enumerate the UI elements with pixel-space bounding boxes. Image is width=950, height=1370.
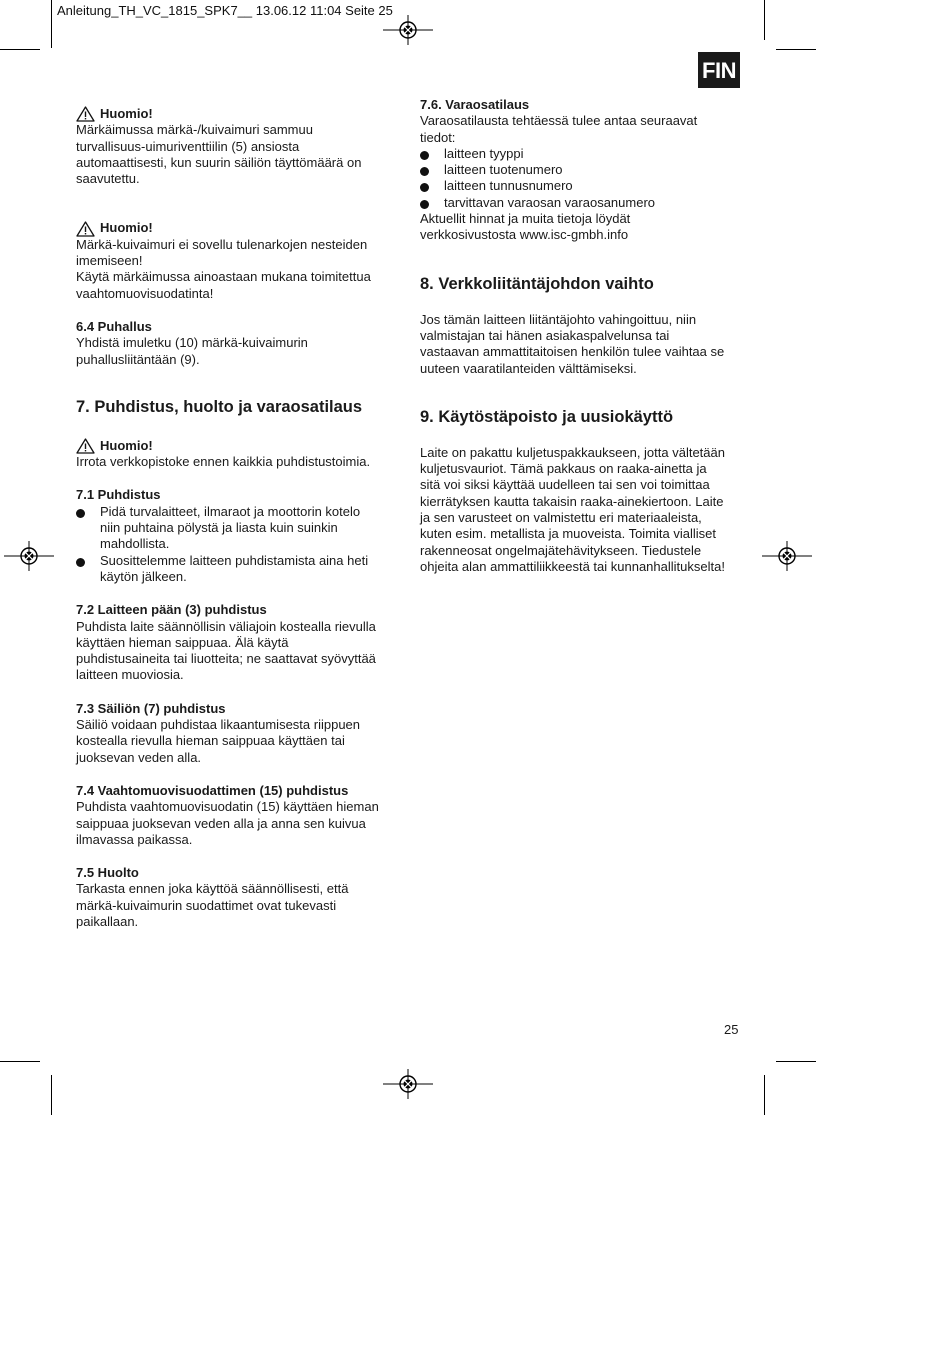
text-line: paikallaan.	[76, 913, 139, 929]
crop-mark	[0, 1061, 40, 1062]
warning-title: Huomio!	[100, 106, 153, 121]
text-line: Käytä märkäimussa ainoastaan mukana toimitettua	[76, 269, 371, 285]
bullet-dot-icon	[76, 509, 85, 518]
chapter-9-body	[420, 445, 750, 575]
text-line: Puhdista laite säännöllisin väliajoin kostealla rievulla	[76, 618, 376, 634]
text-line: saavutettu.	[76, 171, 140, 187]
text-line: kuljetusvauriot. Tämä pakkaus on raaka-ainetta ja	[420, 461, 707, 477]
section-title: 7.4 Vaahtomuovisuodattimen (15) puhdistus	[76, 782, 349, 798]
text-line: märkä-kuivaimurin suodattimet ovat tukevasti	[76, 897, 337, 913]
warning-triangle-icon	[76, 438, 95, 454]
text-line: sitä voi siksi käyttää uudelleen tai sen voi toimittaa	[420, 477, 710, 493]
list-item-text: laitteen tunnusnumero	[444, 178, 573, 194]
crop-mark	[51, 1075, 52, 1115]
text-line: mahdollista.	[100, 536, 170, 552]
warning-heading	[76, 220, 406, 236]
list-item	[420, 162, 750, 178]
text-line: puhallusliitäntään (9).	[76, 351, 200, 367]
text-line: tiedot:	[420, 129, 456, 145]
warning-block	[76, 220, 406, 301]
section-title: 7.3 Säiliön (7) puhdistus	[76, 700, 226, 716]
text-line: ilmavassa paikassa.	[76, 831, 193, 847]
text-line: käyttäen hieman saippuaa. Älä käytä	[76, 634, 289, 650]
bullet-dot-icon	[420, 183, 429, 192]
registration-mark-icon	[383, 1069, 433, 1099]
warning-block	[76, 438, 406, 471]
text-line: Varaosatilausta tehtäessä tulee antaa seuraavat	[420, 113, 698, 129]
registration-mark-icon	[383, 15, 433, 45]
registration-mark-icon	[762, 541, 812, 571]
text-line: kierrätyksen kautta takaisin raaka-ainekiertoon. Laite	[420, 493, 724, 509]
print-header: Anleitung_TH_VC_1815_SPK7__ 13.06.12 11:04 Seite 25	[57, 3, 393, 18]
text-line: valmistajan tai hänen asiakaspalvelunsa tai	[420, 327, 670, 343]
text-line: uuteen vaaratilanteiden välttämiseksi.	[420, 360, 637, 376]
text-line: vaahtomuovisuodatinta!	[76, 285, 214, 301]
text-line: Säiliö voidaan puhdistaa likaantumisesta riippuen	[76, 717, 361, 733]
section-title: 7.6. Varaosatilaus	[420, 97, 530, 112]
bullet-dot-icon	[420, 167, 429, 176]
crop-mark	[764, 1075, 765, 1115]
crop-mark	[51, 0, 52, 48]
section-title: 6.4 Puhallus	[76, 318, 152, 334]
language-badge: FIN	[698, 52, 740, 88]
text-line: ohjeita alan ammattiliikkeestä tai kunnanhallitukselta!	[420, 558, 725, 574]
bullet-list	[420, 146, 750, 211]
text-line: imemiseen!	[76, 253, 143, 269]
bullet-dot-icon	[420, 151, 429, 160]
bullet-dot-icon	[76, 558, 85, 567]
section-7-6	[420, 97, 750, 244]
page-number: 25	[724, 1022, 739, 1037]
chapter-8-body	[420, 312, 750, 377]
text-line: kostealla rievulla hieman saippuaa käyttäen tai	[76, 733, 345, 749]
warning-block	[76, 106, 406, 187]
list-item-text: laitteen tuotenumero	[444, 162, 563, 178]
list-item-text: laitteen tyyppi	[444, 145, 524, 161]
crop-mark	[764, 0, 765, 40]
text-line: Laite on pakattu kuljetuspakkaukseen, jotta vältetään	[420, 444, 725, 460]
warning-title: Huomio!	[100, 437, 153, 453]
text-line: Pidä turvalaitteet, ilmaraot ja moottorin kotelo	[100, 503, 361, 519]
text-line: Puhdista vaahtomuovisuodatin (15) käyttäen hieman	[76, 799, 379, 815]
bullet-dot-icon	[420, 200, 429, 209]
text-line: Aktuellit hinnat ja muita tietoja löydät	[420, 211, 631, 227]
text-line: niin puhtaina pölystä ja liasta kuin suinkin	[100, 520, 338, 536]
list-item	[76, 553, 406, 586]
chapter-8-title: 8. Verkkoliitäntäjohdon vaihto	[420, 274, 654, 293]
text-line: puhdistusaineita tai liuotteita; ne saattavat syövyttää	[76, 651, 376, 667]
text-line: laitteen muoviosia.	[76, 667, 184, 683]
text-line: Suosittelemme laitteen puhdistamista aina heti	[100, 552, 369, 568]
list-item-text: tarvittavan varaosan varaosanumero	[444, 194, 656, 210]
text-line: vastaavan ammattitaitoisen henkilön tulee vaihtaa se	[420, 344, 725, 360]
list-item	[420, 195, 750, 211]
section-7-2	[76, 602, 406, 683]
text-line: automaattisesti, kun suurin säiliön täyttömäärä on	[76, 154, 362, 170]
section-title: 7.2 Laitteen pään (3) puhdistus	[76, 602, 267, 618]
list-item	[420, 146, 750, 162]
text-line: Irrota verkkopistoke ennen kaikkia puhdistustoimia.	[76, 454, 371, 470]
text-line: Märkäimussa märkä-/kuivaimuri sammuu	[76, 122, 313, 138]
section-7-5	[76, 865, 406, 930]
section-7-1	[76, 487, 406, 585]
warning-heading	[76, 106, 406, 122]
text-line: verkkosivustosta www.isc-gmbh.info	[420, 227, 629, 243]
crop-mark	[776, 49, 816, 50]
warning-triangle-icon	[76, 221, 95, 237]
registration-mark-icon	[4, 541, 54, 571]
section-title: 7.1 Puhdistus	[76, 487, 161, 503]
text-line: Yhdistä imuletku (10) märkä-kuivaimurin	[76, 335, 308, 351]
text-line: käytön jälkeen.	[100, 568, 187, 584]
text-line: Tarkasta ennen joka käyttöä säännöllisesti, että	[76, 881, 349, 897]
right-column	[420, 97, 750, 575]
section-6-4	[76, 319, 406, 368]
chapter-9-title: 9. Käytöstäpoisto ja uusiokäyttö	[420, 407, 674, 426]
crop-mark	[776, 1061, 816, 1062]
text-line: ja sen varusteet on valmistettu eri materiaaleista,	[420, 510, 702, 526]
section-title: 7.5 Huolto	[76, 865, 139, 881]
list-item	[420, 178, 750, 194]
crop-mark	[0, 49, 40, 50]
text-line: rakenneosat ongelmajätehävitykseen. Tiedustele	[420, 542, 702, 558]
list-item	[76, 504, 406, 553]
text-line: turvallisuus-uimuriventtiilin (5) ansiosta	[76, 138, 300, 154]
warning-heading	[76, 438, 406, 454]
chapter-7-title: 7. Puhdistus, huolto ja varaosatilaus	[76, 397, 363, 416]
section-7-4	[76, 783, 406, 848]
warning-title: Huomio!	[100, 220, 153, 236]
bullet-list	[76, 504, 406, 585]
text-line: Märkä-kuivaimuri ei sovellu tulenarkojen nesteiden	[76, 236, 368, 252]
text-line: Jos tämän laitteen liitäntäjohto vahingoittuu, niin	[420, 311, 697, 327]
text-line: juoksevan veden alla.	[76, 749, 202, 765]
left-column	[76, 106, 406, 930]
section-7-3	[76, 701, 406, 766]
text-line: saippuaa juoksevan veden alla ja anna sen kuivua	[76, 815, 366, 831]
text-line: kuten esim. metallista ja muoveista. Toimita vialliset	[420, 526, 716, 542]
warning-triangle-icon	[76, 106, 95, 122]
